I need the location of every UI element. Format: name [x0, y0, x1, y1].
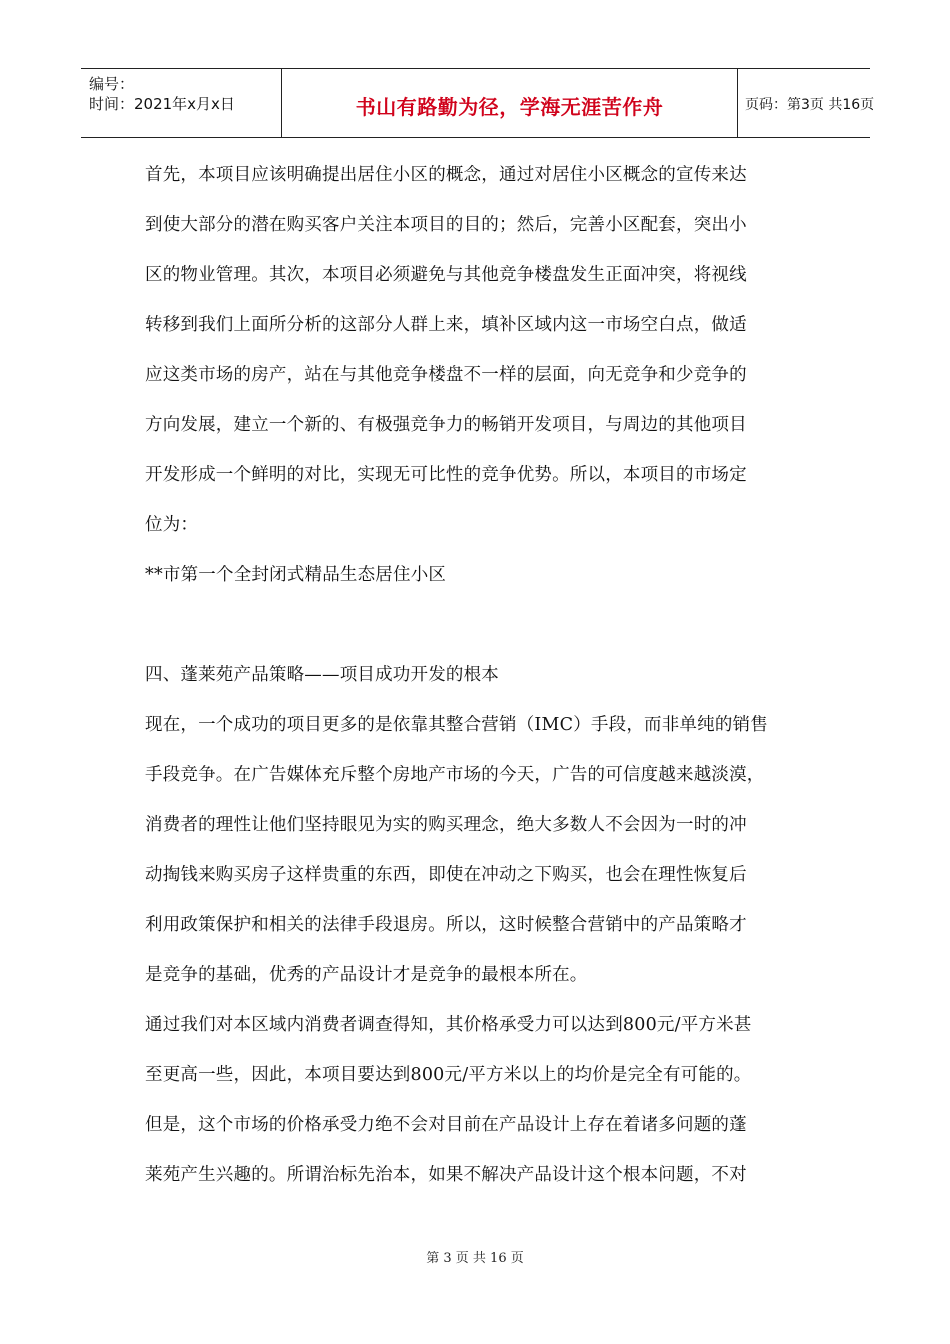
document-header — [81, 68, 875, 138]
header-motto: 书山有路勤为径，学海无涯苦作舟 — [355, 95, 664, 119]
body-line: 方向发展，建立一个新的、有极强竞争力的畅销开发项目，与周边的其他项目 — [145, 415, 747, 435]
blank-line — [145, 600, 810, 650]
header-page-number: 页码：第3页 共16页 — [745, 97, 875, 113]
body-line: 应这类市场的房产，站在与其他竞争楼盘不一样的层面，向无竞争和少竞争的 — [145, 365, 747, 385]
body-line: 开发形成一个鲜明的对比，实现无可比性的竞争优势。所以，本项目的市场定 — [145, 465, 747, 485]
body-line: 位为： — [145, 515, 199, 535]
body-line: 现在，一个成功的项目更多的是依靠其整合营销（IMC）手段，而非单纯的销售 — [145, 715, 768, 735]
body-line: 莱苑产生兴趣的。所谓治标先治本，如果不解决产品设计这个根本问题，不对 — [145, 1165, 747, 1185]
document-code-label: 编号： — [89, 75, 135, 93]
body-line: 转移到我们上面所分析的这部分人群上来，填补区域内这一市场空白点，做适 — [145, 315, 747, 335]
document-body — [145, 150, 810, 1200]
body-line: 通过我们对本区域内消费者调查得知，其价格承受力可以达到800元/平方米甚 — [145, 1015, 752, 1035]
body-line: 区的物业管理。其次，本项目必须避免与其他竞争楼盘发生正面冲突，将视线 — [145, 265, 747, 285]
header-motto-cell — [281, 69, 738, 137]
body-line: 消费者的理性让他们坚持眼见为实的购买理念，绝大多数人不会因为一时的冲 — [145, 815, 747, 835]
page-footer: 第 3 页 共 16 页 — [426, 1251, 524, 1266]
header-page-cell — [737, 69, 875, 137]
section-heading: 四、蓬莱苑产品策略——项目成功开发的根本 — [145, 665, 499, 685]
header-meta-cell — [81, 69, 281, 137]
document-date: 时间：2021年x月x日 — [89, 95, 235, 113]
body-line: 是竞争的基础，优秀的产品设计才是竞争的最根本所在。 — [145, 965, 588, 985]
body-line: 手段竞争。在广告媒体充斥整个房地产市场的今天，广告的可信度越来越淡漠， — [145, 765, 765, 785]
body-line: 至更高一些，因此，本项目要达到800元/平方米以上的均价是完全有可能的。 — [145, 1065, 752, 1085]
body-line: 首先，本项目应该明确提出居住小区的概念，通过对居住小区概念的宣传来达 — [145, 165, 747, 185]
body-line: 动掏钱来购买房子这样贵重的东西，即使在冲动之下购买，也会在理性恢复后 — [145, 865, 747, 885]
body-line: 利用政策保护和相关的法律手段退房。所以，这时候整合营销中的产品策略才 — [145, 915, 747, 935]
body-line: 到使大部分的潜在购买客户关注本项目的目的；然后，完善小区配套，突出小 — [145, 215, 747, 235]
body-line: 但是，这个市场的价格承受力绝不会对目前在产品设计上存在着诸多问题的蓬 — [145, 1115, 747, 1135]
positioning-statement: **市第一个全封闭式精品生态居住小区 — [145, 565, 447, 585]
